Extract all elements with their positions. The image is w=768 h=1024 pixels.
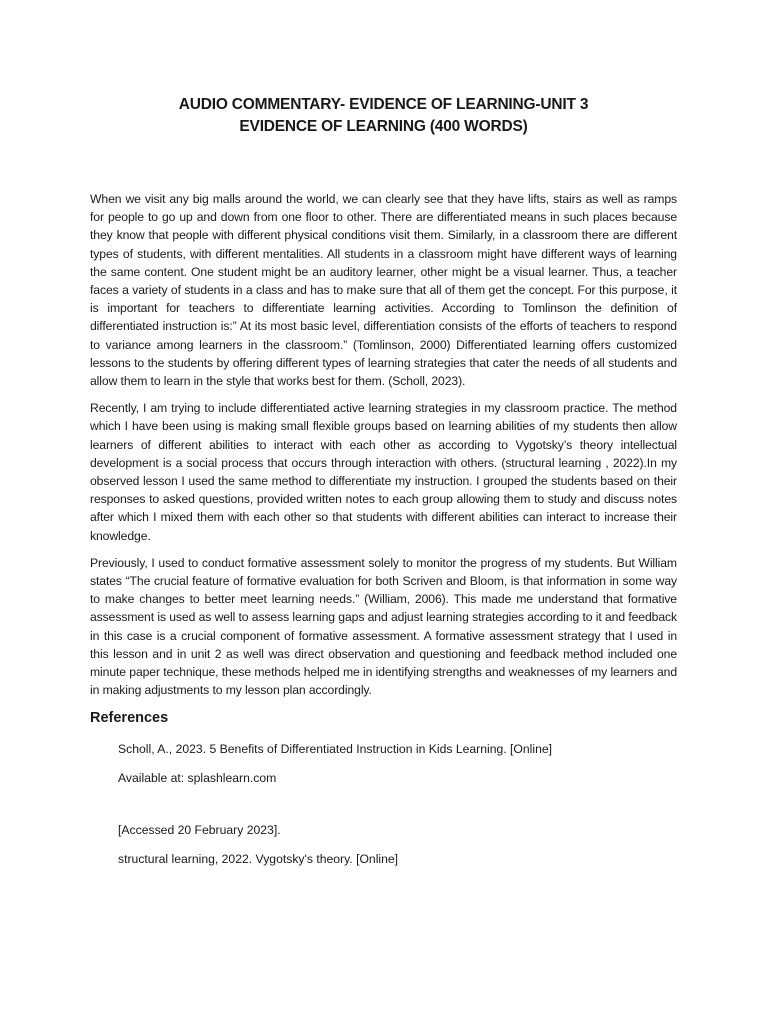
- reference-entry: structural learning, 2022. Vygotsky's theory. [Online]: [118, 852, 399, 867]
- body-paragraph-1: When we visit any big malls around the world, we can clearly see that they have lifts, stairs as well as ramps for people to go up and down from one floor to other. There are differentiated means in such places because they know that people with different physical conditions visit them. Similarly, in a classroom there are different types of students, with different mentalities. All students in a classroom might have different ways of learning the same content. One student might be an auditory learner, other might be a visual learner. Thus, a teacher faces a variety of students in a class and has to make sure that all of them get the concept. For this purpose, it is important for teachers to differentiate learning activities. According to Tomlinson the definition of differentiated instruction is:” At its most basic level, differentiation consists of the efforts of teachers to respond to variance among learners in the classroom.” (Tomlinson, 2000) Differentiated learning offers customized lessons to the students by offering different types of learning strategies that cater the needs of all students and allow them to learn in the style that works best for them. (Scholl, 2023).: [90, 192, 677, 389]
- document-page: [90, 94, 677, 879]
- document-title-line-2: EVIDENCE OF LEARNING (400 WORDS): [239, 118, 528, 135]
- reference-entry: [Accessed 20 February 2023].: [118, 823, 281, 838]
- document-title-line-1: AUDIO COMMENTARY- EVIDENCE OF LEARNING-UNIT 3: [178, 96, 589, 113]
- body-paragraph-3: Previously, I used to conduct formative assessment solely to monitor the progress of my students. But William states “The crucial feature of formative evaluation for both Scriven and Bloom, is that information in some way to make changes to better meet learning needs.” (William, 2006). This made me understand that formative assessment is used as well to assess learning gaps and adjust learning strategies according to it and feedback in this case is a crucial component of formative assessment. A formative assessment strategy that I used in this lesson and in unit 2 as well was direct observation and questioning and feedback method included one minute paper technique, these methods helped me in identifying strengths and weaknesses of my learners and in making adjustments to my lesson plan accordingly.: [90, 555, 677, 698]
- reference-spacer: [90, 798, 677, 821]
- reference-entry: Scholl, A., 2023. 5 Benefits of Differentiated Instruction in Kids Learning. [Online]: [118, 742, 553, 757]
- references-heading: References: [90, 710, 169, 727]
- body-paragraph-2: Recently, I am trying to include differentiated active learning strategies in my classroom practice. The method which I have been using is making small flexible groups based on learning abilities of my students then allow learners of different abilities to interact with each other as according to Vygotsky’s theory intellectual development is a social process that occurs through interaction with others. (structural learning , 2022).In my observed lesson I used the same method to differentiate my instruction. I grouped the students based on their responses to asked questions, provided written notes to each group allowing them to study and discuss notes after which I mixed them with each other so that students with different abilities can interact to increase their knowledge.: [90, 401, 677, 543]
- reference-entry: Available at: splashlearn.com: [118, 771, 277, 786]
- title-block: [90, 94, 677, 138]
